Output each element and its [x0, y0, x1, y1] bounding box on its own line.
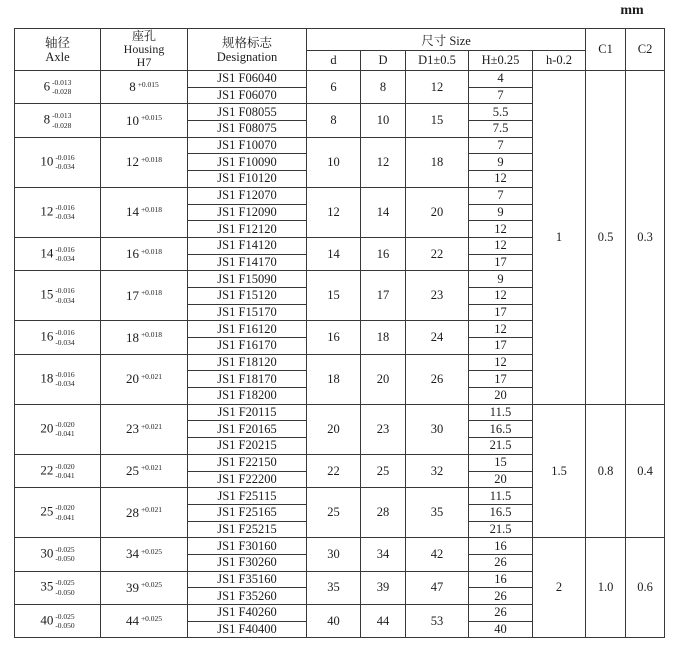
H-value-cell: 15	[469, 454, 533, 471]
H-value-cell: 5.5	[469, 104, 533, 121]
axle-tolerance	[55, 328, 74, 347]
D-value-cell: 25	[361, 454, 406, 487]
housing-nominal: 20	[125, 371, 139, 387]
tolerance-value: -0.020	[55, 419, 75, 429]
h-value-cell: 1	[533, 71, 586, 405]
table-row	[15, 71, 665, 88]
D1-value-cell: 30	[406, 404, 469, 454]
H-value-cell: 21.5	[469, 438, 533, 455]
H-value-cell: 26	[469, 588, 533, 605]
tolerance-value: -0.034	[55, 295, 75, 305]
D1-value-cell: 42	[406, 538, 469, 571]
housing-header-zh: 座孔	[131, 29, 156, 43]
tolerance-value: +0.021	[140, 421, 163, 431]
housing-nominal: 16	[125, 246, 139, 262]
H-value-cell: 11.5	[469, 488, 533, 505]
col-header-c2: C2	[626, 29, 665, 71]
axle-cell	[15, 454, 101, 487]
designation-cell: JS1 F20115	[188, 404, 307, 421]
tolerance-value: +0.025	[140, 613, 163, 623]
tolerance-value: +0.018	[140, 246, 163, 256]
axle-cell	[15, 71, 101, 104]
D1-value-cell: 26	[406, 354, 469, 404]
housing-cell	[101, 71, 188, 104]
housing-cell	[101, 187, 188, 237]
D-value-cell: 16	[361, 237, 406, 270]
tolerance-value: -0.034	[55, 212, 75, 222]
H-value-cell: 17	[469, 371, 533, 388]
d-value-cell: 10	[307, 137, 361, 187]
D1-value-cell: 20	[406, 187, 469, 237]
H-value-cell: 17	[469, 254, 533, 271]
col-header-axle	[15, 29, 101, 71]
housing-cell	[101, 271, 188, 321]
tolerance-value: -0.050	[55, 554, 75, 564]
axle-nominal: 16	[40, 328, 54, 344]
axle-nominal: 15	[40, 286, 54, 302]
D-value-cell: 18	[361, 321, 406, 354]
tolerance-value: +0.025	[140, 546, 163, 556]
d-value-cell: 22	[307, 454, 361, 487]
tolerance-value: +0.015	[140, 113, 163, 122]
designation-cell: JS1 F40260	[188, 605, 307, 622]
designation-cell: JS1 F30260	[188, 554, 307, 571]
c2-value-cell: 0.4	[626, 404, 665, 538]
H-value-cell: 7	[469, 87, 533, 104]
d-value-cell: 20	[307, 404, 361, 454]
D1-value-cell: 24	[406, 321, 469, 354]
D1-value-cell: 35	[406, 488, 469, 538]
axle-nominal: 18	[40, 370, 54, 386]
col-header-H: H±0.25	[469, 51, 533, 71]
designation-cell: JS1 F10070	[188, 137, 307, 154]
designation-cell: JS1 F14170	[188, 254, 307, 271]
D-value-cell: 14	[361, 187, 406, 237]
col-header-size: 尺寸 Size	[307, 29, 586, 51]
D1-value-cell: 22	[406, 237, 469, 270]
H-value-cell: 17	[469, 338, 533, 355]
H-value-cell: 9	[469, 204, 533, 221]
tolerance-value: +0.025	[140, 580, 163, 590]
axle-nominal: 6	[43, 78, 51, 94]
axle-cell	[15, 404, 101, 454]
designation-cell: JS1 F20165	[188, 421, 307, 438]
D1-value-cell: 32	[406, 454, 469, 487]
housing-cell	[101, 404, 188, 454]
housing-cell	[101, 488, 188, 538]
H-value-cell: 12	[469, 287, 533, 304]
H-value-cell: 11.5	[469, 404, 533, 421]
D-value-cell: 28	[361, 488, 406, 538]
table-row	[15, 404, 665, 421]
tolerance-value: +0.018	[140, 154, 163, 164]
axle-nominal: 14	[40, 244, 54, 260]
c1-value-cell: 0.5	[586, 71, 626, 405]
table-row	[15, 538, 665, 555]
designation-cell: JS1 F22200	[188, 471, 307, 488]
H-value-cell: 12	[469, 354, 533, 371]
designation-cell: JS1 F12090	[188, 204, 307, 221]
D-value-cell: 17	[361, 271, 406, 321]
housing-cell	[101, 538, 188, 571]
axle-cell	[15, 137, 101, 187]
d-value-cell: 30	[307, 538, 361, 571]
tolerance-value: -0.041	[55, 429, 75, 439]
D1-value-cell: 53	[406, 605, 469, 638]
housing-tolerance	[141, 247, 162, 256]
designation-cell: JS1 F35260	[188, 588, 307, 605]
designation-cell: JS1 F30160	[188, 538, 307, 555]
c1-value-cell: 0.8	[586, 404, 626, 538]
designation-cell: JS1 F10090	[188, 154, 307, 171]
D1-value-cell: 15	[406, 104, 469, 137]
axle-cell	[15, 571, 101, 604]
axle-nominal: 40	[40, 612, 54, 628]
axle-tolerance	[55, 203, 74, 222]
axle-cell	[15, 271, 101, 321]
h-value-cell: 2	[533, 538, 586, 638]
housing-nominal: 14	[125, 204, 139, 220]
H-value-cell: 16	[469, 571, 533, 588]
d-value-cell: 14	[307, 237, 361, 270]
H-value-cell: 7	[469, 187, 533, 204]
housing-cell	[101, 237, 188, 270]
D1-value-cell: 23	[406, 271, 469, 321]
H-value-cell: 26	[469, 605, 533, 622]
col-header-D: D	[361, 51, 406, 71]
d-value-cell: 8	[307, 104, 361, 137]
tolerance-value: +0.018	[140, 288, 163, 298]
housing-nominal: 39	[125, 579, 139, 595]
axle-cell	[15, 104, 101, 137]
H-value-cell: 21.5	[469, 521, 533, 538]
tolerance-value: -0.041	[55, 512, 75, 522]
axle-nominal: 25	[40, 503, 54, 519]
designation-cell: JS1 F08075	[188, 121, 307, 138]
tolerance-value: -0.028	[52, 87, 72, 97]
tolerance-value: -0.050	[55, 587, 75, 597]
H-value-cell: 7.5	[469, 121, 533, 138]
table-body	[15, 71, 665, 638]
c2-value-cell: 0.6	[626, 538, 665, 638]
tolerance-value: -0.020	[55, 503, 75, 513]
axle-tolerance	[55, 420, 74, 439]
axle-tolerance	[55, 545, 74, 564]
housing-tolerance	[141, 205, 162, 214]
axle-cell	[15, 538, 101, 571]
housing-header-grade: H7	[136, 55, 152, 69]
designation-cell: JS1 F12070	[188, 187, 307, 204]
tolerance-value: -0.013	[52, 77, 72, 87]
D-value-cell: 23	[361, 404, 406, 454]
housing-tolerance	[141, 113, 162, 122]
axle-nominal: 8	[43, 111, 51, 127]
designation-header-en: Designation	[216, 49, 278, 64]
housing-nominal: 34	[125, 546, 139, 562]
tolerance-value: -0.016	[55, 369, 75, 379]
d-value-cell: 15	[307, 271, 361, 321]
designation-cell: JS1 F15170	[188, 304, 307, 321]
tolerance-value: -0.016	[55, 202, 75, 212]
housing-nominal: 17	[125, 287, 139, 303]
D-value-cell: 12	[361, 137, 406, 187]
tolerance-value: -0.020	[55, 461, 75, 471]
designation-cell: JS1 F12120	[188, 221, 307, 238]
housing-cell	[101, 137, 188, 187]
tolerance-value: -0.041	[55, 471, 75, 480]
designation-cell: JS1 F15090	[188, 271, 307, 288]
axle-tolerance	[55, 612, 74, 631]
tolerance-value: -0.016	[55, 244, 75, 254]
tolerance-value: +0.021	[140, 505, 163, 515]
D-value-cell: 10	[361, 104, 406, 137]
designation-header-zh: 规格标志	[221, 35, 272, 50]
col-header-designation	[188, 29, 307, 71]
tolerance-value: -0.034	[55, 254, 75, 264]
tolerance-value: -0.028	[52, 120, 72, 130]
housing-cell	[101, 454, 188, 487]
axle-cell	[15, 488, 101, 538]
H-value-cell: 9	[469, 271, 533, 288]
axle-nominal: 20	[40, 420, 54, 436]
H-value-cell: 17	[469, 304, 533, 321]
housing-nominal: 10	[125, 112, 139, 128]
housing-tolerance	[141, 422, 162, 431]
col-header-c1: C1	[586, 29, 626, 71]
designation-cell: JS1 F35160	[188, 571, 307, 588]
axle-tolerance	[55, 462, 74, 481]
designation-cell: JS1 F18120	[188, 354, 307, 371]
D-value-cell: 44	[361, 605, 406, 638]
d-value-cell: 25	[307, 488, 361, 538]
axle-nominal: 35	[40, 578, 54, 594]
H-value-cell: 40	[469, 621, 533, 638]
housing-nominal: 8	[129, 79, 136, 95]
axle-tolerance	[52, 78, 71, 97]
tolerance-value: -0.025	[55, 578, 75, 588]
D-value-cell: 20	[361, 354, 406, 404]
housing-tolerance	[141, 463, 162, 472]
designation-cell: JS1 F14120	[188, 237, 307, 254]
axle-cell	[15, 187, 101, 237]
col-header-d: d	[307, 51, 361, 71]
H-value-cell: 20	[469, 388, 533, 405]
D-value-cell: 34	[361, 538, 406, 571]
D1-value-cell: 18	[406, 137, 469, 187]
d-value-cell: 18	[307, 354, 361, 404]
axle-cell	[15, 354, 101, 404]
H-value-cell: 16	[469, 538, 533, 555]
D-value-cell: 39	[361, 571, 406, 604]
designation-cell: JS1 F25215	[188, 521, 307, 538]
housing-nominal: 23	[125, 421, 139, 437]
col-header-h: h-0.2	[533, 51, 586, 71]
D-value-cell: 8	[361, 71, 406, 104]
axle-tolerance	[55, 245, 74, 264]
tolerance-value: -0.034	[55, 379, 75, 389]
designation-cell: JS1 F25165	[188, 504, 307, 521]
housing-nominal: 28	[125, 504, 139, 520]
axle-nominal: 10	[40, 153, 54, 169]
axle-cell	[15, 605, 101, 638]
tolerance-value: +0.018	[140, 204, 163, 214]
axle-nominal: 30	[40, 545, 54, 561]
H-value-cell: 12	[469, 321, 533, 338]
housing-tolerance	[141, 505, 162, 514]
housing-cell	[101, 104, 188, 137]
d-value-cell: 40	[307, 605, 361, 638]
designation-cell: JS1 F18170	[188, 371, 307, 388]
tolerance-value: -0.016	[55, 152, 75, 162]
designation-cell: JS1 F40400	[188, 621, 307, 638]
H-value-cell: 26	[469, 554, 533, 571]
H-value-cell: 7	[469, 137, 533, 154]
housing-tolerance	[138, 80, 159, 89]
axle-tolerance	[55, 503, 74, 522]
designation-cell: JS1 F08055	[188, 104, 307, 121]
axle-nominal: 22	[40, 461, 54, 477]
H-value-cell: 16.5	[469, 504, 533, 521]
d-value-cell: 12	[307, 187, 361, 237]
axle-tolerance	[55, 153, 74, 172]
housing-tolerance	[141, 580, 162, 589]
designation-cell: JS1 F18200	[188, 388, 307, 405]
tolerance-value: -0.034	[55, 337, 75, 347]
housing-nominal: 44	[125, 613, 139, 629]
tolerance-value: +0.021	[140, 371, 163, 381]
housing-cell	[101, 354, 188, 404]
axle-tolerance	[55, 578, 74, 597]
axle-tolerance	[55, 370, 74, 389]
housing-nominal: 12	[125, 154, 139, 170]
designation-cell: JS1 F16120	[188, 321, 307, 338]
housing-tolerance	[141, 547, 162, 556]
H-value-cell: 12	[469, 237, 533, 254]
axle-cell	[15, 321, 101, 354]
axle-header-zh: 轴径	[44, 35, 70, 50]
unit-label: mm	[620, 3, 644, 18]
H-value-cell: 20	[469, 471, 533, 488]
D1-value-cell: 12	[406, 71, 469, 104]
axle-header-en: Axle	[45, 49, 70, 64]
H-value-cell: 12	[469, 221, 533, 238]
H-value-cell: 12	[469, 171, 533, 188]
housing-tolerance	[141, 155, 162, 164]
c2-value-cell: 0.3	[626, 71, 665, 405]
tolerance-value: -0.016	[55, 286, 75, 296]
H-value-cell: 9	[469, 154, 533, 171]
housing-tolerance	[141, 614, 162, 623]
housing-cell	[101, 571, 188, 604]
H-value-cell: 4	[469, 71, 533, 88]
axle-nominal: 12	[40, 203, 54, 219]
tolerance-value: -0.013	[52, 111, 72, 121]
d-value-cell: 35	[307, 571, 361, 604]
tolerance-value: -0.050	[55, 621, 75, 631]
designation-cell: JS1 F06040	[188, 71, 307, 88]
housing-nominal: 25	[125, 463, 139, 478]
designation-cell: JS1 F16170	[188, 338, 307, 355]
designation-cell: JS1 F06070	[188, 87, 307, 104]
tolerance-value: +0.021	[140, 463, 163, 473]
c1-value-cell: 1.0	[586, 538, 626, 638]
tolerance-value: -0.025	[55, 611, 75, 621]
housing-tolerance	[141, 330, 162, 339]
designation-cell: JS1 F20215	[188, 438, 307, 455]
housing-tolerance	[141, 288, 162, 297]
housing-cell	[101, 605, 188, 638]
spec-table	[14, 28, 665, 638]
d-value-cell: 16	[307, 321, 361, 354]
designation-cell: JS1 F25115	[188, 488, 307, 505]
housing-nominal: 18	[125, 329, 139, 345]
h-value-cell: 1.5	[533, 404, 586, 538]
axle-tolerance	[52, 111, 71, 130]
designation-cell: JS1 F10120	[188, 171, 307, 188]
tolerance-value: -0.034	[55, 162, 75, 172]
designation-cell: JS1 F15120	[188, 287, 307, 304]
tolerance-value: -0.025	[55, 545, 75, 555]
H-value-cell: 16.5	[469, 421, 533, 438]
axle-cell	[15, 237, 101, 270]
housing-header-en: Housing	[123, 42, 165, 56]
col-header-D1: D1±0.5	[406, 51, 469, 71]
housing-tolerance	[141, 372, 162, 381]
housing-cell	[101, 321, 188, 354]
tolerance-value: +0.018	[140, 329, 163, 339]
col-header-housing	[101, 29, 188, 71]
d-value-cell: 6	[307, 71, 361, 104]
D1-value-cell: 47	[406, 571, 469, 604]
axle-tolerance	[55, 286, 74, 305]
tolerance-value: -0.016	[55, 328, 75, 338]
tolerance-value: +0.015	[137, 79, 159, 89]
designation-cell: JS1 F22150	[188, 454, 307, 471]
